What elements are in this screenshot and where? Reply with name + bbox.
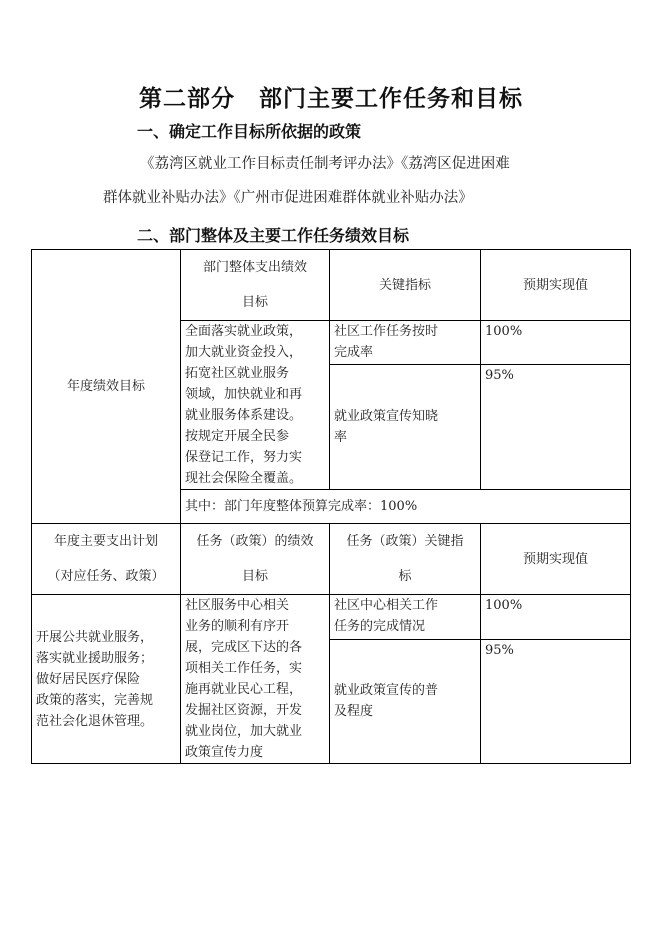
- task-key-indicator-2-line: 就业政策宣传的普: [334, 683, 439, 699]
- header-expected-value: 预期实现值: [481, 250, 631, 321]
- section2-heading: 二、部门整体及主要工作任务绩效目标: [137, 226, 410, 245]
- plan-content-line: 范社会化退休管理。: [36, 713, 154, 729]
- header-expected-value-2: 预期实现值: [481, 524, 631, 595]
- header-task-key-indicator: [330, 524, 481, 595]
- overall-goal-line: 保登记工作，努力实: [185, 450, 303, 465]
- header-overall-goal-line1: 部门整体支出绩效: [202, 260, 307, 275]
- plan-content-line: 开展公共就业服务，: [36, 629, 154, 645]
- plan-label: [32, 524, 181, 595]
- overall-goal-line: 就业服务体系建设。: [185, 408, 303, 423]
- header-overall-goal: [181, 250, 330, 321]
- task-goal-line: 施再就业民心工程，: [185, 682, 303, 697]
- task-goal-line: 发掘社区资源，开发: [185, 703, 303, 718]
- overall-goal-line: 全面落实就业政策，: [185, 324, 303, 339]
- key-indicator-1-line: 社区工作任务按时: [334, 324, 439, 339]
- plan-content: [32, 595, 181, 764]
- task-key-indicator-2: [330, 639, 481, 763]
- plan-content-line: 落实就业援助服务；: [36, 650, 154, 666]
- page-title: 第二部分 部门主要工作任务和目标: [139, 86, 523, 112]
- table-row: [32, 250, 631, 321]
- table-row: [32, 595, 631, 640]
- header-task-goal-line1: 任务（政策）的绩效: [196, 534, 314, 549]
- header-task-key-line1: 任务（政策）关键指: [346, 534, 464, 549]
- task-expected-value-1: 100%: [481, 595, 631, 640]
- overall-goal-line: 加大就业资金投入，: [185, 345, 303, 360]
- task-key-indicator-1: [330, 595, 481, 640]
- section1-heading: 一、确定工作目标所依据的政策: [137, 122, 362, 141]
- header-overall-goal-line2: 目标: [241, 295, 268, 310]
- task-goal-line: 项相关工作任务，实: [185, 661, 303, 676]
- task-expected-value-2: 95%: [481, 639, 631, 763]
- key-indicator-2-line: 就业政策宣传知晓: [334, 409, 439, 425]
- task-key-indicator-1-line: 任务的完成情况: [334, 619, 426, 634]
- expected-value-1: 100%: [481, 321, 631, 365]
- header-task-key-line2: 标: [398, 569, 412, 584]
- plan-content-line: 做好居民医疗保险: [36, 671, 141, 687]
- task-goal-content: [181, 595, 330, 764]
- task-goal-line: 社区服务中心相关: [185, 598, 290, 613]
- plan-content-line: 政策的落实，完善规: [36, 692, 154, 708]
- key-indicator-2: [330, 365, 481, 490]
- overall-goal-line: 现社会保险全覆盖。: [185, 471, 303, 486]
- table-row: [32, 524, 631, 595]
- task-goal-line: 政策宣传力度: [185, 745, 264, 760]
- task-key-indicator-1-line: 社区中心相关工作: [334, 598, 439, 613]
- header-task-goal: [181, 524, 330, 595]
- budget-completion-note: 其中：部门年度整体预算完成率：100%: [181, 490, 631, 524]
- overall-goal-line: 领域，加快就业和再: [185, 387, 303, 402]
- task-goal-line: 就业岗位，加大就业: [185, 724, 303, 739]
- overall-goal-line: 按规定开展全民参: [185, 429, 290, 444]
- plan-label-line2: （对应任务、政策）: [47, 569, 165, 584]
- key-indicator-1-line: 完成率: [334, 345, 374, 360]
- annual-goal-label: 年度绩效目标: [32, 250, 181, 524]
- key-indicator-1: [330, 321, 481, 365]
- task-goal-line: 业务的顺利有序开: [185, 619, 290, 634]
- task-key-indicator-2-line: 及程度: [334, 704, 374, 720]
- overall-goal-line: 拓宽社区就业服务: [185, 366, 290, 381]
- overall-goal-content: [181, 321, 330, 490]
- task-goal-line: 展，完成区下达的各: [185, 640, 303, 655]
- policy-paragraph-line1: 《荔湾区就业工作目标责任制考评办法》《荔湾区促进困难: [140, 156, 510, 172]
- performance-table: [31, 249, 631, 764]
- header-key-indicator: 关键指标: [330, 250, 481, 321]
- header-task-goal-line2: 目标: [241, 569, 268, 584]
- key-indicator-2-line: 率: [334, 430, 348, 446]
- plan-label-line1: 年度主要支出计划: [53, 534, 158, 549]
- expected-value-2: 95%: [481, 365, 631, 490]
- policy-paragraph-line2: 群体就业补贴办法》《广州市促进困难群体就业补贴办法》: [103, 190, 473, 206]
